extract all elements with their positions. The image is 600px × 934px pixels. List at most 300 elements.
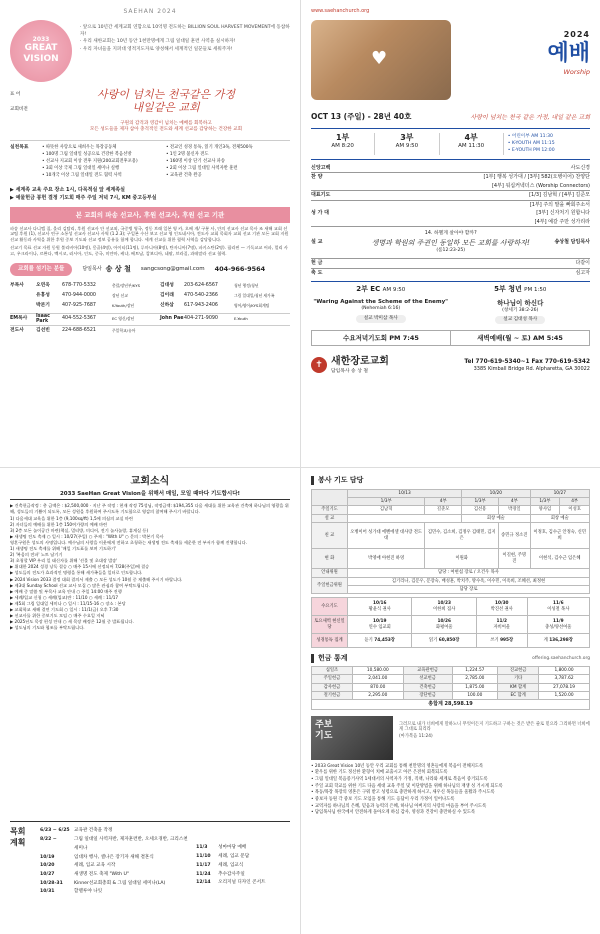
duty-label: 설 교 bbox=[312, 514, 348, 522]
wed-date: 10/16 bbox=[372, 601, 387, 607]
vision-badge bbox=[10, 20, 72, 82]
duty-cell: 회창 예술 bbox=[530, 514, 589, 522]
wed-label: 수요기도 bbox=[312, 598, 348, 616]
prayer-item: • 그림 일대일 복음증거사역 1세대서의 사역자가 가정, 직책, 나라와 세계로 복음이 증거되도록 bbox=[311, 777, 488, 783]
prayer-verse-ref: (마가복음 11:24) bbox=[399, 734, 433, 740]
finance-value: 27,078.19 bbox=[539, 683, 590, 691]
plan-right bbox=[190, 827, 290, 897]
exec-left bbox=[42, 145, 166, 179]
news-item: ▶ 예배 중 말씀 및 부목사 교육 안내 ○ 주일 14:00 매주 진행 bbox=[10, 588, 122, 594]
finance-row bbox=[312, 675, 590, 683]
finance-value: 2,041.00 bbox=[352, 675, 403, 683]
exec-item: • 10개국 이상 그림 일대일 전도 협력 사역 bbox=[42, 172, 122, 178]
news-item: 1) 다음세대 교육을 위한 1층 (9,100sq/ft) 1,5에 의심의 교실 마련 bbox=[10, 515, 133, 521]
news-item: 3) 초청할 VIP 우리 일 태신자를 위해 '선물 및 초대장 발송' bbox=[10, 558, 118, 564]
finance-value: 100.00 bbox=[452, 692, 498, 700]
duty-label: 현 화 bbox=[312, 549, 348, 569]
plan-date: 11/3 bbox=[196, 845, 208, 851]
order-row bbox=[311, 209, 590, 218]
order-row bbox=[311, 201, 590, 210]
duty-label: 안내위원 bbox=[312, 569, 348, 577]
prayer-item: • 2033 Great Vision 10년 동안 우리 교회를 통해 천만명의 영혼들에게 복음이 전해지도록 bbox=[311, 763, 484, 769]
benediction-label: 축 도 bbox=[311, 269, 323, 276]
reading-cell bbox=[412, 634, 476, 648]
vision-badge-top: SAEHAN 2024 bbox=[123, 8, 177, 15]
staff-phone: 404-271-9090 bbox=[184, 316, 218, 322]
duty-table bbox=[311, 489, 590, 595]
news-item: ▶ 세례/입교 신청 ○ 세례(입교)반 : 11/10 ○ 세례 : 11/17 bbox=[10, 594, 119, 600]
pastor-bar: 교회를 섬기는 분들 bbox=[10, 263, 72, 276]
youth-service: • 어린이부 AM 11:30 bbox=[507, 133, 553, 139]
duty-cell: 이원화 bbox=[425, 549, 499, 569]
order-detail bbox=[347, 164, 571, 173]
wed-date: 10/30 bbox=[495, 601, 509, 607]
duty-row bbox=[312, 569, 590, 577]
notice-line-1: ▶ 세계족 교육 주요 장소 1시, 다목적실 앞 세계족실 bbox=[10, 186, 125, 193]
exec-item: • 전교인 성경 통독, 읽기 개인3독, 전체500독 bbox=[166, 145, 253, 151]
plan-text: Kinner선교회총회 & 그림 일대일 세미나(LA) bbox=[74, 880, 166, 886]
exec-item: • 2회 이상 그림 일대일 사역자반 훈련 bbox=[166, 166, 238, 172]
staff-name: 김선빈 bbox=[36, 328, 50, 334]
order-detail: [3부] 신자처기 원합니다 bbox=[536, 210, 590, 217]
finance-total: 총합계 28,598.19 bbox=[312, 700, 590, 709]
plan-date: 11/10 bbox=[196, 854, 211, 860]
notice-line-2: ▶ 예물헌금 봉헌 결정 기도회 매주 주일 저녁 7시, KM 중고등부실 bbox=[10, 195, 157, 202]
staff-role: EM목사 bbox=[10, 316, 28, 322]
order-row bbox=[311, 173, 590, 182]
news-item: ▶ 2025년도 목장 편성 안내 ○ 새 목장 배정은 12월 중 발표됩니다. bbox=[10, 619, 134, 625]
news-item: ▶ 선교사를 위한 중보기도 모임 ○ 매주 수요일 저녁 bbox=[10, 613, 105, 619]
plan-item bbox=[196, 862, 290, 871]
mission-text: 파송 선교사 다니엘 집, 올리 김탈리, 후원 선교사 안 선교외, 국중병 영국, 정동 브래 일본 영 카, 오베 게/ 구분 사, 안의 선교사 선교 목사 조 새해 교회 선교팀 후원 (1), 선교사 연구 소통성 선교사 선교사 사역 (1.2.3); 구일본 수산 보고 선교 영 인도네시아, 전도사 교회 목회자 교회 선교 기관 모든 교회 지원 선교 활동과 사역을 위한 후원 중보 기도와 선교 정보 공유를 함께 합니다. 세계 선교를 위한 협력 사역을 감당합니다. bbox=[10, 225, 289, 242]
news-item: 2) 자녀들의 예배를 위한 1층 150여가량의 예배 마련 bbox=[10, 521, 108, 527]
finance-label: 감사헌금 bbox=[312, 683, 353, 691]
exec-item: • 100명 그림 일대일 성공으로 건강한 복음선방 bbox=[42, 152, 132, 158]
order-label: 찬 양 bbox=[311, 174, 323, 181]
plan-date: 10/28-31 bbox=[40, 880, 63, 886]
staff-phone: 224-688-6521 bbox=[62, 328, 96, 334]
staff-list bbox=[10, 281, 290, 337]
vision-label: 교회비전 bbox=[10, 107, 28, 113]
duty-label: 주일기도 bbox=[312, 506, 348, 514]
reading-row bbox=[312, 634, 590, 648]
open-bible-image bbox=[311, 20, 451, 100]
worship-title: 예배 bbox=[547, 40, 590, 66]
finance-label: 선교헌금 bbox=[403, 675, 452, 683]
staff-phone: 678-770-5332 bbox=[62, 282, 96, 288]
pastor-email[interactable]: sangcsong@gmail.com bbox=[140, 266, 205, 273]
finance-label: 주일헌금 bbox=[312, 675, 353, 683]
duty-label: 주일헌금위원 bbox=[312, 577, 348, 594]
wednesday-service: 수요저녁기도회 PM 7:45 bbox=[312, 331, 451, 345]
reading-count: 995장 bbox=[500, 638, 514, 644]
offering-value: 다같이 bbox=[575, 259, 590, 266]
duty-cell: 송민규 정소진 bbox=[499, 523, 530, 549]
staff-note: 주일학교/유아 bbox=[112, 328, 136, 334]
staff-name: 김이래 bbox=[160, 292, 174, 298]
sat-cell bbox=[527, 616, 589, 634]
prayer-list bbox=[311, 764, 590, 817]
order-row bbox=[311, 191, 590, 201]
duty-cell: 담당 장로 bbox=[348, 585, 590, 593]
news-item: ▶ 성도님의 기도와 협조를 부탁드립니다. bbox=[10, 625, 85, 631]
church-address: 3385 Kimball Bridge Rd. Alpharetta, GA 30022 bbox=[473, 365, 590, 372]
order-value: 사도신경 bbox=[570, 164, 590, 171]
prayer-item: • 목동/목장 목장의 영혼은 구워 받고 성령으로 충만하게 하시고, 새우신 목동들을 울활과 주시도록 bbox=[311, 790, 495, 796]
church-logo-icon: ✝ bbox=[311, 357, 327, 373]
staff-note: 장년 선교 bbox=[112, 292, 128, 298]
duty-row bbox=[312, 585, 590, 593]
pastor-label: 담임목사 bbox=[82, 266, 102, 273]
service-name: 2부 EC bbox=[356, 284, 381, 293]
order-of-worship bbox=[311, 164, 590, 228]
news-item: ▶ 성도들의 전도가 효과적인 명령을 통해 새가족들을 일터로 인도합니다. bbox=[10, 570, 143, 576]
plan-text: 할렐루야 나잇 bbox=[74, 889, 103, 895]
exec-item: • 교육관 건축 완공 bbox=[166, 172, 202, 178]
staff-note: K-Youth/장년 bbox=[112, 302, 135, 308]
finance-value: 3,787.62 bbox=[539, 675, 590, 683]
duty-cell: 김남혁 bbox=[348, 506, 425, 514]
prayer-item: • 중보자 동원 각 중보 기도 모임을 통해 기도 응답이 우리 가정이 일어나도록 bbox=[311, 796, 455, 802]
wed-person: 이성철 목사 bbox=[547, 606, 570, 612]
plan-text: 추수감사주일 bbox=[218, 871, 245, 877]
reading-cell bbox=[348, 634, 412, 648]
finance-label: 절기헌금 bbox=[312, 692, 353, 700]
news-item: ▶ 건축헌금작정 : 총 금액은 : $2,500,000 · 지난 주 작정 : 현재 작정 75성님, 작정금액: $194,355 다음 세대를 위한 교육관 건축에 하나님의 영광을 위해, 성도들의 기쁨이 되도록, 모든 성원을 후원하여 주시도록 기도합으로 영감의 참여해 주시기 바랍니다. bbox=[10, 503, 289, 515]
finance-row bbox=[312, 667, 590, 675]
finance-value: 870.00 bbox=[352, 683, 403, 691]
exec-right bbox=[166, 145, 290, 179]
plan-text: 세례, 입교 교육 시작 bbox=[74, 863, 116, 869]
service-1 bbox=[311, 133, 374, 155]
plan-item bbox=[40, 836, 190, 853]
reading-count: 60,850장 bbox=[438, 638, 460, 644]
order-label bbox=[311, 218, 347, 227]
mission-text-2: 선교기 목표 선교 자원 동원 볼리비아(10명), 몽골(4명), 아이티(11명), 루마니아(8명), 탄자니아(7명), 파키스탄(2명). 필리핀 — 기독교교 어파, 멀리 사고, 우크라이나, 르완다, 멕시코, 러시아, 인도, 중국, 미얀마, 케냐, 베트남, 캄보디아, 네팔, 브라질, 과테말라 선교 협력. bbox=[10, 245, 288, 256]
sermon-pastor: 송상철 담임목사 bbox=[554, 239, 590, 246]
staff-phone: 470-540-2366 bbox=[184, 292, 218, 298]
dawn-service: 새벽예배(월 ~ 토) AM 5:45 bbox=[477, 333, 563, 342]
vision-desc-1: 구원의 감격과 영감이 넘치는 예배를 회복하고 bbox=[120, 121, 212, 126]
duty-cell: 오병이어 성가대 에벤에셀 대사랑 전도대 bbox=[348, 523, 425, 549]
plan-item bbox=[196, 871, 290, 880]
staff-phone: 617-943-2406 bbox=[184, 302, 218, 308]
news-item: ▶ 제3대 Sunday School 선교 교사 모집 ○ 많은 관심과 참여 부탁드립니다. bbox=[10, 582, 151, 588]
plan-text: 임대차 행사, 셀나은 장기자 새해 결혼식 bbox=[74, 854, 154, 860]
plan-text: 세례, 입교 문답 bbox=[218, 854, 250, 860]
service-time: AM 9:50 bbox=[382, 286, 406, 293]
order-label: 성 가 대 bbox=[311, 210, 329, 217]
news-item: ▶ 교회학교 새해 결연 기도회 ○ 일시 : 11/1(금) 오후 7:30 bbox=[10, 606, 119, 612]
reading-type: 듣기 bbox=[364, 638, 373, 644]
plan-date: 10/20 bbox=[40, 863, 55, 869]
plan-item bbox=[40, 888, 190, 897]
plan-date: 8/22 ~ bbox=[40, 837, 57, 843]
news-item: 영혼구원은 성도의 사명입니다. 예수님의 사랑을 이웃에게 전하고 초청하는 새생명 전도 축제를 세운한 전 부서가 함께 진행합니다. bbox=[10, 539, 248, 545]
duty-subcol: 1/3부 bbox=[530, 498, 560, 506]
sat-date: 10/19 bbox=[372, 619, 387, 625]
badge-year: 2033 bbox=[32, 35, 50, 43]
youth-service: • E-YOUTH PM 12:00 bbox=[507, 148, 555, 154]
order-detail: [1부] 주의 말을 빠회주소서 bbox=[529, 201, 590, 208]
finance-label: 진교헌금 bbox=[498, 667, 539, 675]
plan-text: 새생명 전도 축제 "With U" bbox=[74, 871, 129, 877]
reading-type: 쓰기 bbox=[490, 638, 499, 644]
plan-left bbox=[40, 827, 190, 897]
badge-great: GREAT bbox=[24, 43, 58, 53]
prayer-verse: 그러므로 내가 너희에게 말하노니 무엇이든지 기도하고 구하는 것은 받은 줄로 믿으라 그리하면 너희에게 그대로 되리라 bbox=[399, 721, 590, 733]
offering-row bbox=[311, 259, 590, 269]
bottom-left-panel bbox=[0, 467, 300, 934]
top-left-panel bbox=[0, 0, 300, 467]
staff-name: 김대성 bbox=[160, 282, 174, 288]
sat-date: 11/9 bbox=[553, 619, 564, 625]
finance-total-row bbox=[312, 700, 590, 709]
staff-role: 부목사 bbox=[10, 282, 24, 288]
duty-date: 10/27 bbox=[530, 489, 589, 497]
plan-text: 그림 일대일 사역자반, 제자훈련반, 오세오경반, 크리스천 세미나 bbox=[74, 837, 188, 851]
duty-cell: 박영애 아현진 하영 bbox=[348, 549, 425, 569]
plan-date: 6/23 ~ 6/25 bbox=[40, 828, 70, 834]
staff-row bbox=[10, 291, 290, 301]
sat-group: 화평여울 bbox=[435, 624, 453, 630]
duty-row bbox=[312, 514, 590, 522]
sat-cell bbox=[476, 616, 527, 634]
youth-sermon-title: 하나님이 하신다 bbox=[497, 299, 544, 308]
duty-subcol: 1/3부 bbox=[462, 498, 499, 506]
staff-phone: 407-925-7687 bbox=[62, 302, 96, 308]
plan-date: 11/17 bbox=[196, 862, 211, 868]
finance-value: 1,800.00 bbox=[539, 667, 590, 675]
finance-url[interactable]: offering.saehanchurch.org bbox=[532, 655, 590, 661]
finance-label: 장단헌금 bbox=[403, 692, 452, 700]
plan-text: 오리지널 디자인 콘서트 bbox=[218, 880, 266, 886]
youth-services bbox=[503, 133, 590, 155]
reading-type: 계 bbox=[543, 638, 548, 644]
duty-cell: 이성호 bbox=[560, 506, 590, 514]
wed-date: 11/6 bbox=[553, 601, 564, 607]
english-sermon-pastor: 설교 박미삼 목사 bbox=[356, 315, 406, 323]
duty-corner bbox=[312, 489, 348, 506]
vision-desc-2: 모든 성도들을 제자 삼아 충격적인 전도와 세계 선교를 감당하는 건강한 교회 bbox=[89, 126, 243, 132]
staff-note: E-Youth bbox=[234, 316, 248, 322]
mission-bar: 본 교회의 파송 선교사, 후원 선교사, 후원 선교 기관 bbox=[10, 207, 290, 223]
news-item: 3) 2층 모든 놀이공간 마련(책실, 멀티방, 미디어, 전기 놀사놀랑, 휴게실 등) bbox=[10, 527, 149, 533]
service-time: AM 11:30 bbox=[458, 142, 485, 149]
duty-subcol: 4부 bbox=[499, 498, 530, 506]
staff-name: John Pae bbox=[160, 316, 184, 322]
sermon-block bbox=[311, 231, 590, 258]
staff-note: 영어/영어/KYS회계팀 bbox=[234, 302, 270, 308]
english-sermon-title: "Waring Against the Scheme of the Enemy" bbox=[313, 299, 449, 306]
prayer-image bbox=[311, 716, 393, 760]
year: 2024 bbox=[563, 30, 590, 39]
sat-date: 11/2 bbox=[496, 619, 508, 625]
duty-title: 봉사 기도 담당 bbox=[311, 476, 590, 485]
sat-prayer-row bbox=[312, 616, 590, 634]
prayer-item: • 교역자를 하나님의 은혜, 믿음과 능력의 은혜, 하나님 아버지의 사랑의 마음을 부어 주시도록 bbox=[311, 803, 487, 809]
heart-icon: ♥ bbox=[371, 48, 388, 70]
news-list bbox=[10, 503, 290, 815]
order-detail: [1부] 행복 성가대 / [3부] 582(오병이어) 찬양단 bbox=[483, 174, 590, 181]
duty-cell: 김민수, 김소희, 김정우 김태민, 김지은 bbox=[425, 523, 499, 549]
plan-date: 10/31 bbox=[40, 889, 55, 895]
service-name: 4부 bbox=[464, 132, 478, 142]
service-time: PM 1:50 bbox=[524, 286, 547, 293]
finance-value: 2,785.00 bbox=[452, 675, 498, 683]
plan-item bbox=[40, 880, 190, 889]
duty-date: 10/13 bbox=[348, 489, 462, 497]
duty-subcol: 4부 bbox=[560, 498, 590, 506]
exec-item: • 선교사 지교회 이상 전후 지원(200교회전후포용) bbox=[42, 159, 138, 165]
finance-value: 1,520.00 bbox=[539, 692, 590, 700]
news-item: ▶ 위대한 2024 성경 낭독 결승 ○ 매주 15시에 선정되어 7/28(주일)에 결승 bbox=[10, 564, 150, 570]
service-3 bbox=[374, 133, 438, 155]
service-time: AM 8:20 bbox=[331, 142, 354, 149]
slogan-line-2: 내일같은 교회 bbox=[132, 101, 200, 115]
reading-count: 136,298장 bbox=[549, 638, 573, 644]
duty-subcol: 1/3부 bbox=[348, 498, 425, 506]
wed-cell bbox=[412, 598, 476, 616]
church-name: 새한장로교회 bbox=[331, 356, 389, 368]
order-label bbox=[311, 201, 347, 210]
plan-item bbox=[196, 844, 290, 853]
pastor-phone: 404-966-9564 bbox=[214, 265, 266, 274]
service-youth bbox=[451, 285, 591, 294]
exec-item: • 1인 2명 불신자 전도 bbox=[166, 152, 209, 158]
staff-note: 그림 일대일/청년 새가족 bbox=[234, 292, 275, 298]
wed-prayer-row bbox=[312, 598, 590, 616]
vision-bullet: · 앞으로 10년간 세계교회 연합으로 10억명 전도하는 BILLION SOUL HARVEST MOVEMENT에 동참하자! bbox=[80, 24, 290, 37]
reading-cell bbox=[527, 634, 589, 648]
sermon-label: 설 교 bbox=[311, 239, 323, 246]
sat-date: 10/26 bbox=[437, 619, 451, 625]
order-label bbox=[311, 182, 347, 191]
duty-label: 친 교 bbox=[312, 523, 348, 549]
staff-note: 청년 행정/청년 bbox=[234, 282, 259, 288]
wed-person: 박진선 권사 bbox=[490, 606, 513, 612]
staff-name: 신하삼 bbox=[160, 302, 174, 308]
order-detail: [1/3] 김남혁 / [4부] 길준모 bbox=[529, 192, 590, 199]
sermon-reference: (롬12:23-25) bbox=[436, 247, 466, 253]
staff-row bbox=[10, 281, 290, 291]
wed-person: 황윤식 권사 bbox=[368, 606, 391, 612]
motto-label: 표 어 bbox=[10, 91, 21, 97]
church-phone: Tel 770-619-5340~1 Fax 770-619-5342 bbox=[464, 358, 590, 365]
service-time: AM 9:50 bbox=[395, 142, 419, 149]
duty-cell: 회창 예술 bbox=[462, 514, 530, 522]
news-subtitle: 2033 SaeHan Great Vision을 위해서 매일, 모일 때마다 기도합시다! bbox=[10, 491, 290, 501]
order-detail: [4부] 워십커넥더스 (Worship Connectors) bbox=[491, 182, 590, 189]
plan-date: 10/27 bbox=[40, 871, 55, 877]
staff-name: 박본기 bbox=[36, 302, 50, 308]
plan-text: 성마마당 예배 bbox=[218, 845, 247, 851]
wed-cell bbox=[527, 598, 589, 616]
staff-row bbox=[10, 301, 290, 311]
finance-label: EC 합계 bbox=[498, 692, 539, 700]
order-row bbox=[311, 164, 590, 174]
finance-label: KM 합계 bbox=[498, 683, 539, 691]
news-item: 1) 새생명 전도 축제를 위해 '매일 기도표를 보며 기도하기' bbox=[10, 546, 117, 552]
header-slogan: 사랑이 넘치는 천국 같은 가정, 내일 같은 교회 bbox=[470, 114, 590, 121]
duty-cell: 김기리나, 김문우, 문장숙, 배성훈, 박치주, 방수옥, 이수민, 이옥희, 조혜선, 최정현 bbox=[348, 577, 590, 585]
reading-type: 읽기 bbox=[429, 638, 438, 644]
plan-item bbox=[196, 853, 290, 862]
duty-cell: 박경일 bbox=[499, 506, 530, 514]
sat-label: 토요새벽 현신일당 bbox=[312, 616, 348, 634]
service-name: 1부 bbox=[335, 132, 350, 142]
benediction-row bbox=[311, 269, 590, 278]
order-label: 대표기도 bbox=[311, 192, 331, 199]
sermon-series: 14. 하멜게 살아야 할까? bbox=[424, 231, 477, 237]
top-right-panel bbox=[300, 0, 600, 467]
sat-group: 충성/양선여울 bbox=[545, 624, 572, 630]
finance-value: 2,295.00 bbox=[352, 692, 403, 700]
sat-group: 자비여울 bbox=[493, 624, 511, 630]
wed-cell bbox=[348, 598, 412, 616]
offering-label: 헌 금 bbox=[311, 259, 323, 266]
plan-item bbox=[40, 854, 190, 863]
staff-name: Isaac Park bbox=[36, 313, 50, 325]
wed-cell bbox=[476, 598, 527, 616]
news-item: ▶ 새생명 전도 축제 ○ 일시 : 10/27(주일) ○ 주제 : "With U" ○ 문의 : 박본기 목사 bbox=[10, 533, 164, 539]
staff-row-em bbox=[10, 313, 290, 325]
finance-row bbox=[312, 692, 590, 700]
vision-bullets bbox=[72, 20, 290, 82]
finance-value: 1,224.57 bbox=[452, 667, 498, 675]
vision-bullet: · 우리 자녀들을 지퍼대 영적지도자로 양성해서 세계적인 일꾼들로 세워주자! bbox=[80, 46, 233, 52]
news-item: ▶ 2024 Vision 2033 결정 대회 결의서 제출 ○ 모든 성도가 10월 중 제출해 주시기 바랍니다. bbox=[10, 576, 183, 582]
finance-value: 10,580.00 bbox=[352, 667, 403, 675]
finance-label: 교육관헌금 bbox=[403, 667, 452, 675]
prayer-item: • 환우를 위한 기도 정신한 환형이 치매 교출시고 아픈 은전히 회복되도록 bbox=[311, 770, 448, 776]
youth-sermon-ref: (창세기 38:2-26) bbox=[502, 307, 539, 313]
sermon-title: 생명과 학원의 주권인 동일하 모든 교회를 사랑하자! bbox=[371, 239, 530, 248]
worship-subtitle: Worship bbox=[563, 67, 590, 76]
news-item: 2) '복음의 전파' 노트 남기기 bbox=[10, 552, 63, 558]
duty-cell bbox=[348, 514, 462, 522]
badge-vision: VISION bbox=[23, 54, 59, 65]
exec-item: • 3회 이상 국제 그림 일대일 세미나 실행 bbox=[42, 166, 120, 172]
staff-phone: 470-944-0000 bbox=[62, 292, 96, 298]
church-url[interactable]: www.saehanchurch.org bbox=[311, 8, 370, 14]
service-name: 3부 bbox=[400, 132, 414, 142]
prayer-item: • 담임목사님 한국에서 안전하게 돌아오게 하심 감사, 영성과 건강이 충만하실 수 있도록 bbox=[311, 810, 476, 816]
staff-note: 총괄/장년부/KYS bbox=[112, 282, 140, 288]
bulletin-date: OCT 13 (주일) - 28년 40호 bbox=[311, 112, 412, 121]
finance-label: 건축헌금 bbox=[403, 683, 452, 691]
staff-name: 유홍성 bbox=[36, 292, 50, 298]
staff-phone: 404-552-5367 bbox=[62, 316, 96, 322]
duty-cell: 양사임 bbox=[530, 506, 560, 514]
plan-item bbox=[196, 879, 290, 888]
exec-title: 실천목표 bbox=[10, 145, 29, 151]
plan-title: 목회 계획 bbox=[10, 827, 26, 847]
duty-cell: 담당 : 여현섭 장로 / 오건우 목사 bbox=[348, 569, 590, 577]
finance-value: 1,875.00 bbox=[452, 683, 498, 691]
pastor-name: 송 상 철 bbox=[105, 265, 131, 274]
finance-title: 헌금 통계 bbox=[311, 654, 348, 663]
prayer-image-title: 주보 bbox=[315, 719, 333, 730]
youth-sermon-pastor: 설교 김대성 목사 bbox=[495, 316, 545, 324]
exec-item: • 160명 이상 단기 선교사 파송 bbox=[166, 159, 226, 165]
finance-table bbox=[311, 666, 590, 710]
staff-row-ev bbox=[10, 325, 290, 337]
finance-label: 기타 bbox=[498, 675, 539, 683]
news-title: 교회소식 bbox=[130, 476, 170, 487]
exec-item: • 따뜻한 사랑으로 새희우는 목장공동체 bbox=[42, 145, 117, 151]
reading-count: 74,453장 bbox=[374, 638, 395, 644]
